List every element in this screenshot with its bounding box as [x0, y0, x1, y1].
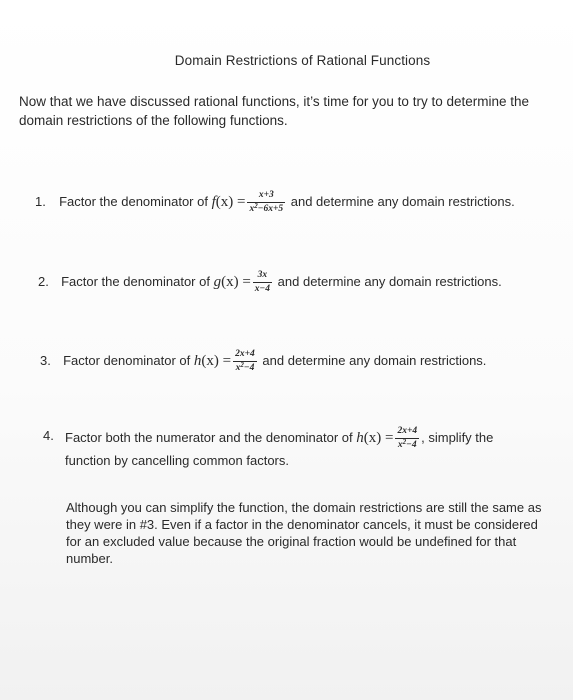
question-1-number: 1. — [35, 193, 46, 209]
question-2-number: 2. — [38, 273, 49, 289]
question-1-denominator: $x^2-6x+5$ — [249, 202, 284, 214]
question-2 — [38, 270, 502, 295]
question-2-fraction — [253, 270, 272, 295]
question-3 — [40, 349, 486, 374]
question-2-denominator: x−4 — [254, 284, 271, 294]
question-2-suffix: and determine any domain restrictions. — [277, 273, 502, 289]
question-4-function: h(x) = — [356, 429, 394, 446]
intro-paragraph: Now that we have discussed rational functions, it’s time for you to try to determine the domain restrictions of the following functions. — [19, 94, 530, 128]
question-2-function: g(x) = — [213, 273, 251, 290]
question-1-fraction — [247, 190, 285, 215]
question-4-fraction — [395, 426, 419, 451]
question-4-body — [65, 426, 535, 471]
question-1-function: f(x) = — [211, 193, 246, 210]
question-3-suffix: and determine any domain restrictions. — [262, 352, 487, 368]
question-4-suffix: , simplify the function by cancelling common factors. — [65, 429, 494, 468]
question-1-suffix: and determine any domain restrictions. — [290, 193, 515, 209]
note-paragraph: Although you can simplify the function, the domain restrictions are still the same as they were in #3. Even if a factor in the denominator cancels, it must be considered for an excluded value because the original fraction would be undefined for that number. — [66, 500, 542, 566]
question-2-prefix: Factor the denominator of — [61, 273, 210, 289]
question-1 — [35, 190, 515, 215]
page-title: Domain Restrictions of Rational Functions — [174, 53, 431, 68]
question-3-denominator: $x^2-4$ — [235, 361, 255, 373]
question-3-numerator: 2x+4 — [233, 349, 257, 362]
question-3-prefix: Factor denominator of — [63, 352, 191, 368]
question-4-number: 4. — [43, 428, 54, 443]
question-4 — [43, 426, 543, 468]
question-4-denominator: $x^2-4$ — [397, 438, 417, 450]
question-4-prefix: Factor both the numerator and the denominator of — [65, 429, 353, 445]
question-3-function: h(x) = — [193, 352, 232, 369]
question-2-numerator: 3x — [253, 270, 272, 283]
question-1-numerator: x+3 — [247, 190, 285, 203]
question-3-number: 3. — [40, 352, 51, 368]
question-1-prefix: Factor the denominator of — [59, 193, 208, 209]
question-3-fraction — [233, 349, 257, 374]
question-4-numerator: 2x+4 — [395, 426, 419, 439]
